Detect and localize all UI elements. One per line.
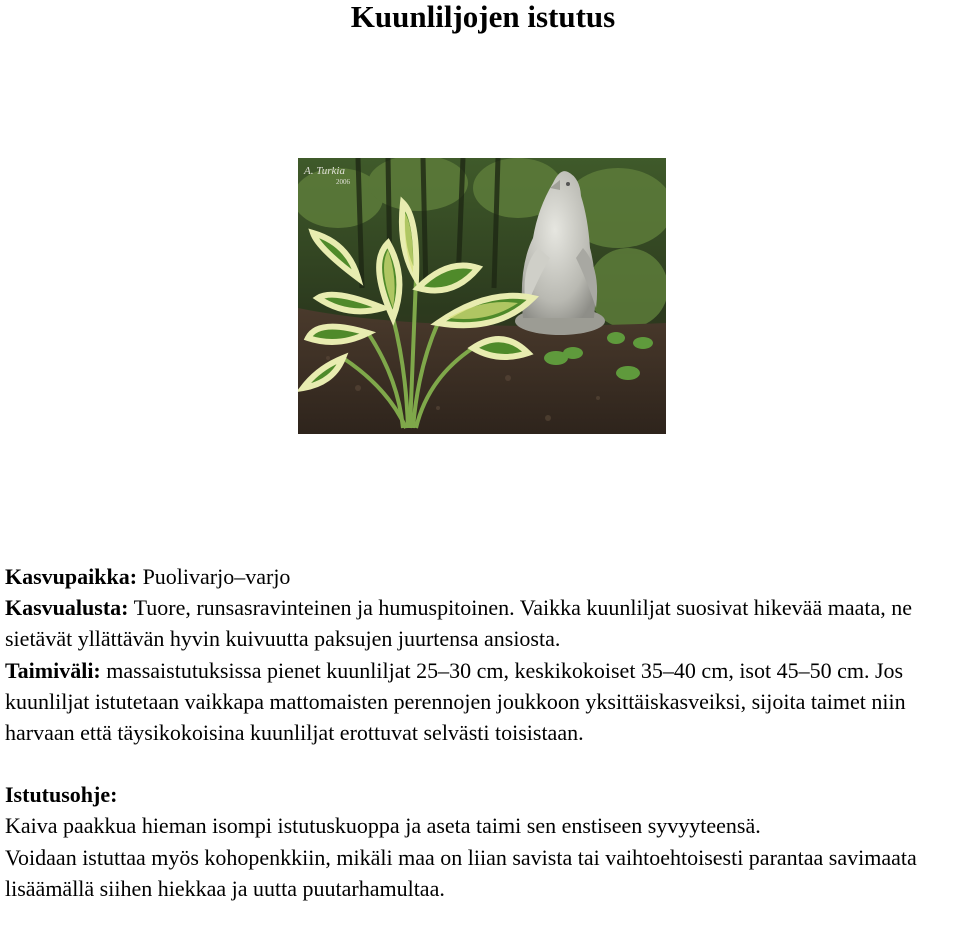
label-kasvupaikka: Kasvupaikka: [5, 564, 138, 589]
text-taimivali: massaistutuksissa pienet kuunliljat 25–30 cm, keskikokoiset 35–40 cm, isot 45–50 cm. Jos kuunliljat istutetaan vaikkapa mattomaisten perennojen joukkoon yksittäiskasveiksi, sijoita taimet niin harvaan että täysikokoisina kuunliljat erottuvat selvästi toisistaan. [5, 657, 906, 746]
text-istutusohje-line2: Voidaan istuttaa myös kohopenkkiin, mikäli maa on liian savista tai vaihtoehtoisesti parantaa savimaata lisäämällä siihen hiekkaa ja uutta puutarhamultaa. [5, 844, 917, 901]
section-kasvupaikka [5, 561, 960, 592]
label-istutusohje: Istutusohje: [5, 782, 118, 808]
section-kasvualusta [5, 592, 960, 654]
page-title: Kuunliljojen istutus [350, 0, 616, 34]
photo-watermark: A. Turkia [304, 165, 345, 177]
label-taimivali: Taimiväli: [5, 657, 101, 683]
hosta-photo [298, 158, 666, 434]
text-istutusohje-line1: Kaiva paakkua hieman isompi istutuskuoppa ja aseta taimi sen enstiseen syvyyteensä. [5, 813, 761, 839]
photo-watermark-year: 2006 [336, 178, 350, 186]
text-kasvupaikka: Puolivarjo–varjo [142, 564, 291, 589]
section-taimivali [5, 655, 960, 749]
section-spacer [5, 748, 960, 779]
text-kasvualusta: Tuore, runsasravinteinen ja humuspitoinen. Vaikka kuunliljat suosivat hikevää maata, ne sietävät yllättävän hyvin kuivuutta paksujen juurtensa ansiosta. [5, 595, 912, 652]
label-kasvualusta: Kasvualusta: [5, 595, 129, 621]
article-body [5, 561, 960, 904]
